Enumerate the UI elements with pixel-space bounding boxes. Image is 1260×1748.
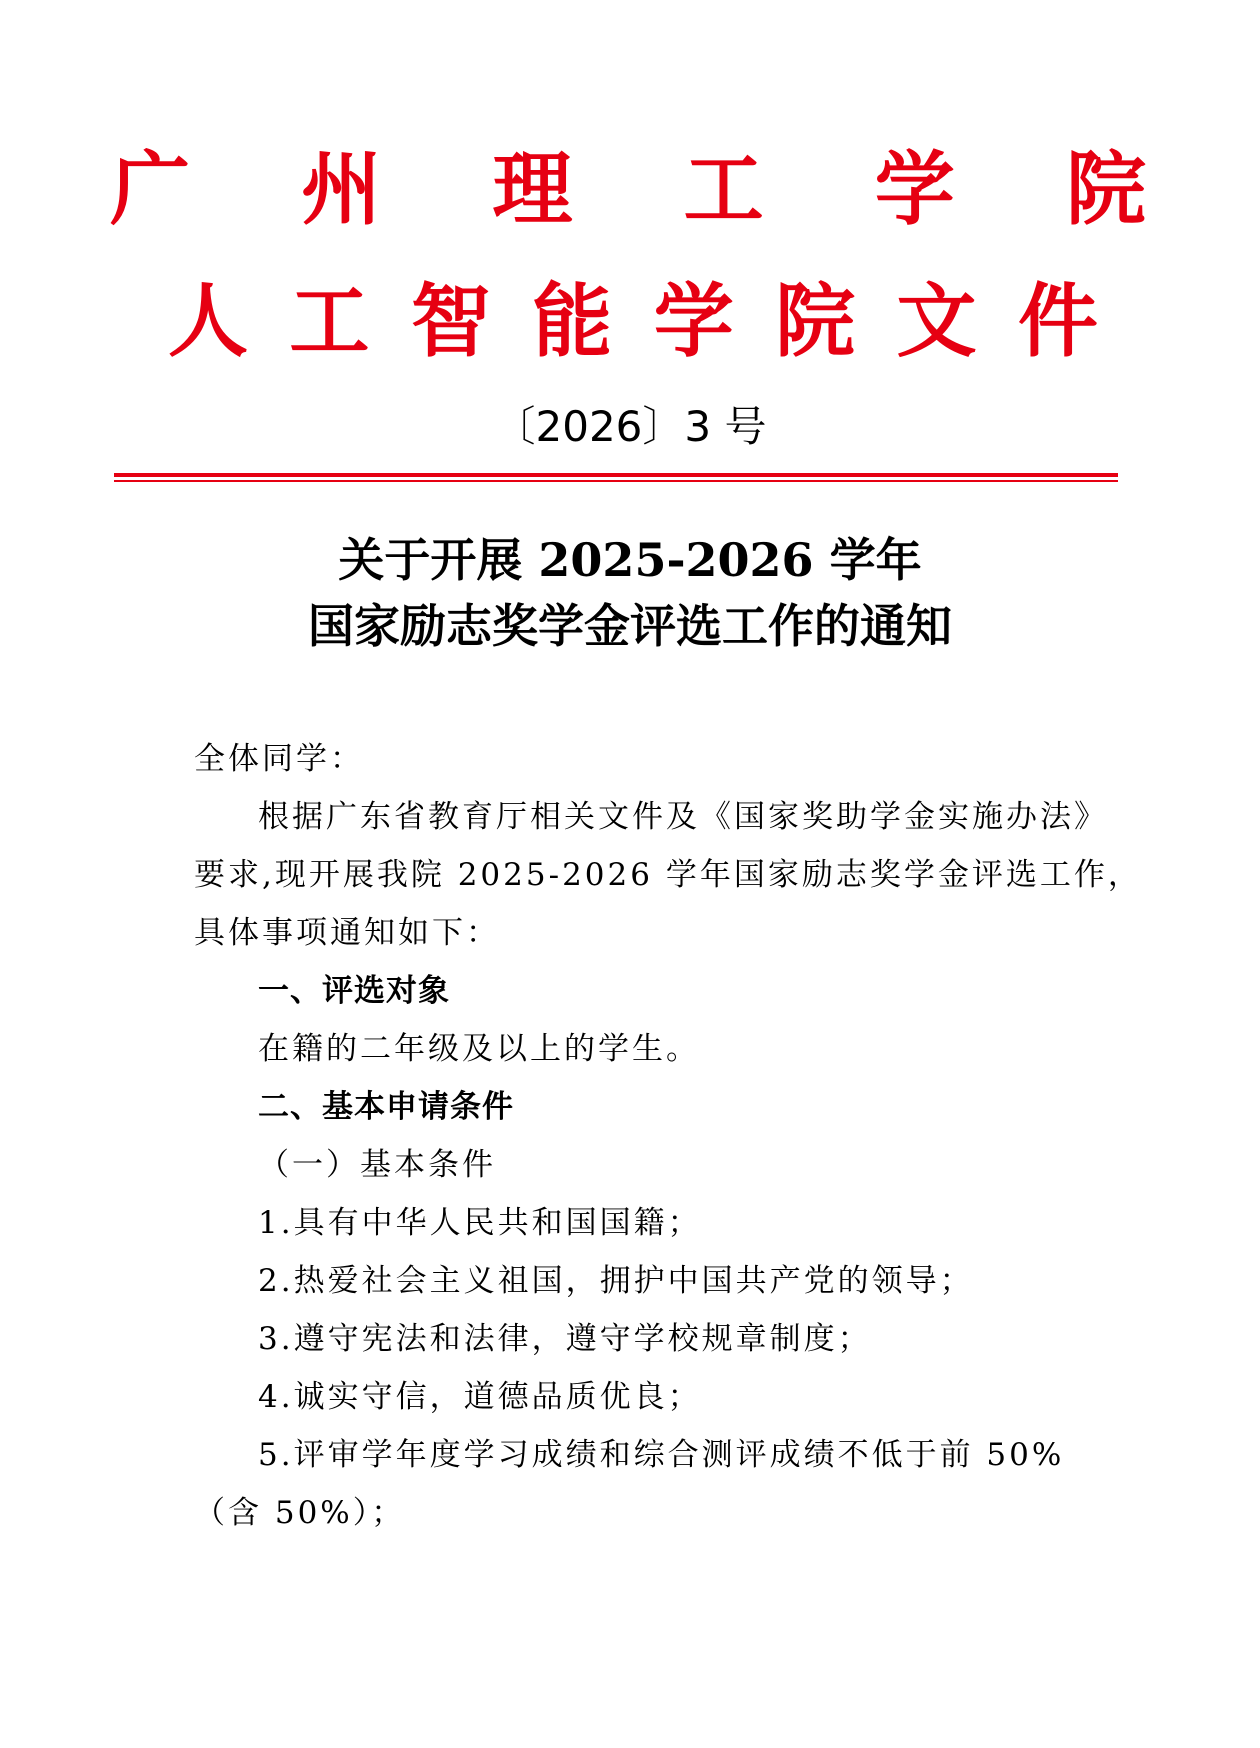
notice-title-line-2: 国家励志奖学金评选工作的通知: [308, 599, 952, 653]
header-divider: [114, 473, 1118, 477]
header-document-issuer: [168, 275, 1098, 368]
document-number: 〔2026〕3 号: [493, 402, 767, 451]
intro-paragraph-line-1: 根据广东省教育厅相关文件及《国家奖助学金实施办法》: [258, 799, 1108, 835]
header-divider-thin: [114, 480, 1118, 482]
notice-title-line-1: 关于开展 2025-2026 学年: [338, 533, 922, 587]
section-heading-conditions: 二、基本申请条件: [258, 1089, 514, 1125]
intro-paragraph-line-3: 具体事项通知如下：: [194, 915, 500, 951]
header-school-name: [110, 143, 1146, 236]
intro-paragraph-line-2: 要求,现开展我院 2025-2026 学年国家励志奖学金评选工作，: [194, 857, 1142, 893]
section-text-eligibility: 在籍的二年级及以上的学生。: [258, 1031, 700, 1067]
condition-item: 3.遵守宪法和法律，遵守学校规章制度；: [258, 1321, 872, 1357]
condition-item: 4.诚实守信，道德品质优良；: [258, 1379, 702, 1415]
header-char: 广: [110, 143, 190, 236]
header-char: 理: [492, 143, 573, 236]
header-char: 院: [1065, 143, 1146, 236]
salutation: 全体同学：: [194, 741, 364, 777]
condition-item-continuation: （含 50%）；: [194, 1495, 406, 1531]
condition-item: 1.具有中华人民共和国国籍；: [258, 1205, 702, 1241]
header-char: 智: [410, 275, 491, 368]
header-char: 学: [653, 275, 734, 368]
header-char: 文: [896, 275, 977, 368]
section-heading-eligibility: 一、评选对象: [258, 973, 450, 1009]
header-char: 工: [289, 275, 370, 368]
header-char: 州: [301, 143, 382, 236]
header-char: 学: [874, 143, 955, 236]
subsection-heading-basic: （一）基本条件: [258, 1147, 496, 1183]
header-char: 能: [532, 275, 613, 368]
condition-item: 5.评审学年度学习成绩和综合测评成绩不低于前 50%: [258, 1437, 1065, 1473]
header-char: 工: [683, 143, 764, 236]
header-char: 件: [1017, 275, 1098, 368]
header-char: 人: [168, 275, 248, 368]
header-char: 院: [775, 275, 856, 368]
condition-item: 2.热爱社会主义祖国，拥护中国共产党的领导；: [258, 1263, 974, 1299]
